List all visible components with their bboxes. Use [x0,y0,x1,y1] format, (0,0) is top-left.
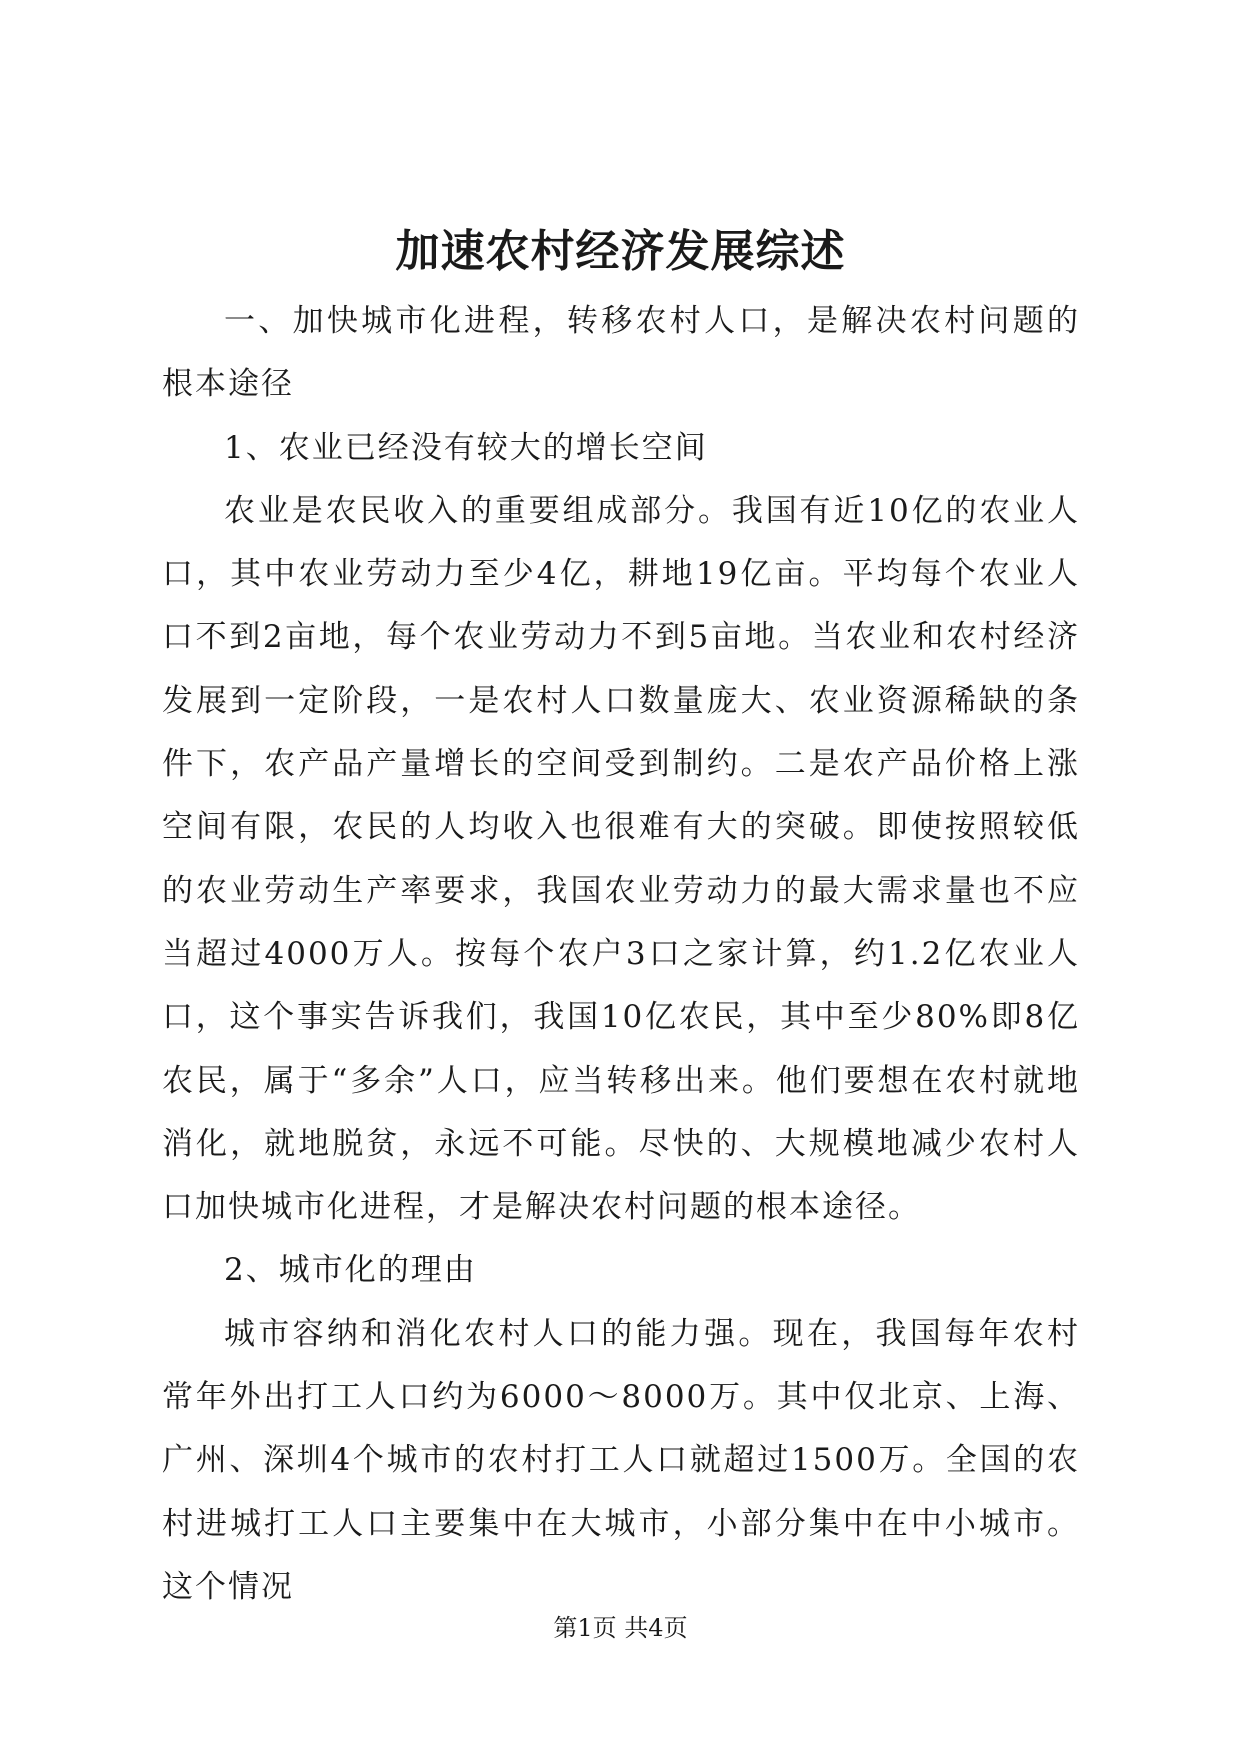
page-number: 第1页 共4页 [553,1614,688,1642]
section-heading: 一、加快城市化进程，转移农村人口，是解决农村问题的根本途径 [162,303,1080,403]
body-paragraph: 农业是农民收入的重要组成部分。我国有近10亿的农业人口，其中农业劳动力至少4亿，耕地19亿亩。平均每个农业人口不到2亩地，每个农业劳动力不到5亩地。当农业和农村经济发展到一定阶段，一是农村人口数量庞大、农业资源稀缺的条件下，农产品产量增长的空间受到制约。二是农产品价格上涨空间有限，农民的人均收入也很难有大的突破。即使按照较低的农业劳动生产率要求，我国农业劳动力的最大需求量也不应当超过4000万人。按每个农户3口之家计算，约1.2亿农业人口，这个事实告诉我们，我国10亿农民，其中至少80%即8亿农民，属于“多余”人口，应当转移出来。他们要想在农村就地消化，就地脱贫，永远不可能。尽快的、大规模地减少农村人口加快城市化进程，才是解决农村问题的根本途径。 [162,492,1080,1226]
document-title: 加速农村经济发展综述 [395,226,846,277]
subsection-heading: 2、城市化的理由 [224,1252,477,1289]
body-paragraph: 城市容纳和消化农村人口的能力强。现在，我国每年农村常年外出打工人口约为6000～8000万。其中仅北京、上海、广州、深圳4个城市的农村打工人口就超过1500万。全国的农村进城打工人口主要集中在大城市，小部分集中在中小城市。这个情况 [162,1315,1080,1605]
document-body [162,290,1080,1619]
subsection-heading: 1、农业已经没有较大的增长空间 [224,429,708,466]
